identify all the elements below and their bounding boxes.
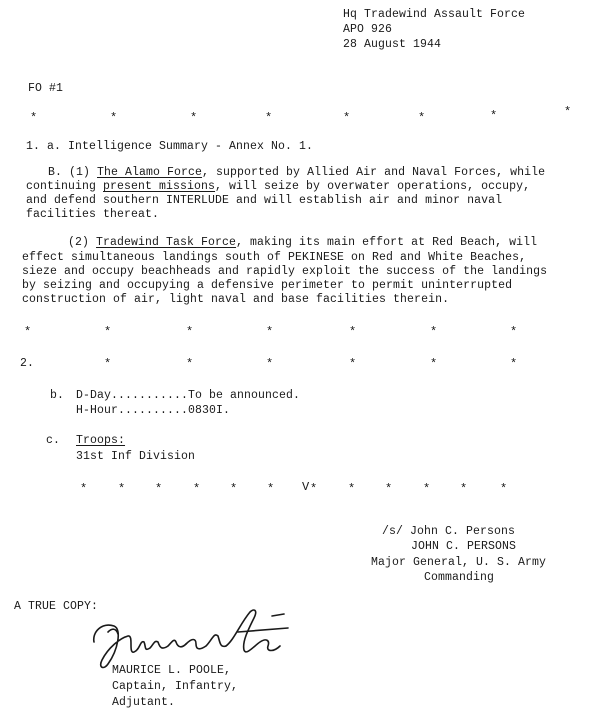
para-b2-line-5: construction of air, light naval and base facilities therein. [22,293,450,306]
header-line-2: APO 926 [343,23,393,36]
fo-number: FO #1 [28,82,64,95]
asterisk: * [265,111,273,125]
asterisk: * [186,325,194,339]
para-b1-line-2 [26,180,530,194]
asterisk: * [510,357,518,371]
d-day-line: D-Day...........To be announced. [76,389,301,402]
asterisk: * [110,111,118,125]
para-2b-label: b. [50,389,65,402]
para-b2-line-2: effect simultaneous landings south of PEKINESE on Red and White Beaches, [22,251,527,264]
asterisk: * [266,357,274,371]
signed-line: /s/ John C. Persons [382,525,516,538]
header-line-1: Hq Tradewind Assault Force [343,8,526,21]
asterisk: * [423,482,431,496]
present-missions-label: present missions [103,180,216,193]
true-copy-label: A TRUE COPY: [14,600,99,613]
asterisk: * [118,482,126,496]
para-b1-line-1 [48,166,545,180]
para-b2-line-3: sieze and occupy beachheads and rapidly exploit the success of the landings [22,265,548,278]
asterisk: * [267,482,275,496]
para-b1-line-2-pre: continuing [26,180,104,193]
adjutant-name: MAURICE L. POOLE, [112,664,232,677]
asterisk: * [418,111,426,125]
para-1a: 1. a. Intelligence Summary - Annex No. 1. [26,140,314,153]
signer-rank: Major General, U. S. Army [371,556,547,569]
troops-value: 31st Inf Division [76,450,196,463]
adjutant-role: Adjutant. [112,696,176,709]
asterisk: * [348,482,356,496]
asterisk: * [430,357,438,371]
asterisk: * [430,325,438,339]
v-mark: V [302,480,310,494]
header-date: 28 August 1944 [343,38,442,51]
para-b1-lead: B. (1) [48,166,98,179]
asterisk: * [193,482,201,496]
asterisk: * [24,325,32,339]
asterisk: * [510,325,518,339]
asterisk: * [104,325,112,339]
h-hour-line: H-Hour..........0830I. [76,404,231,417]
troops-label: Troops: [76,434,126,447]
asterisk: * [349,325,357,339]
asterisk: * [564,105,572,119]
asterisk: * [190,111,198,125]
signer-role: Commanding [424,571,495,584]
asterisk: * [460,482,468,496]
asterisk: * [266,325,274,339]
para-2c-label: c. [46,434,61,447]
para-b1-line-2-rest: , will seize by overwater operations, occupy, [215,180,531,193]
asterisk: * [155,482,163,496]
para-b2-rest: , making its main effort at Red Beach, will [236,236,538,249]
asterisk: * [490,109,498,123]
asterisk: * [80,482,88,496]
para-2-number: 2. [20,357,35,370]
para-b1-line-3: and defend southern INTERLUDE and will establish air and minor naval [26,194,503,207]
asterisk: * [310,482,318,496]
asterisk: * [230,482,238,496]
asterisk: * [500,482,508,496]
asterisk: * [186,357,194,371]
asterisk: * [385,482,393,496]
para-b2-line-4: by seizing and occupying a defensive perimeter to permit uninterrupted [22,279,513,292]
adjutant-rank: Captain, Infantry, [112,680,239,693]
asterisk: * [30,111,38,125]
signer-name: JOHN C. PERSONS [411,540,517,553]
asterisk: * [104,357,112,371]
para-b1-line-4: facilities thereat. [26,208,160,221]
para-b2-line-1 [68,236,537,250]
asterisk: * [343,111,351,125]
alamo-force-label: The Alamo Force [97,166,203,179]
para-b1-rest: , supported by Allied Air and Naval Forces, while [202,166,546,179]
asterisk: * [349,357,357,371]
para-b2-lead: (2) [68,236,97,249]
tradewind-task-force-label: Tradewind Task Force [96,236,237,249]
